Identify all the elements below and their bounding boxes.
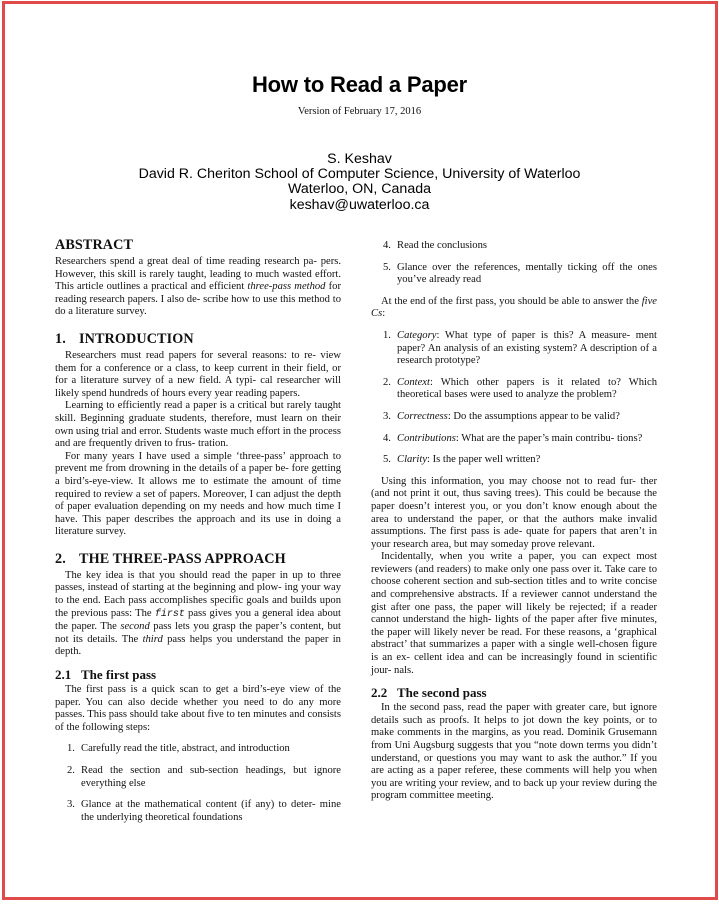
list-item: 4. Read the conclusions [383, 240, 488, 251]
list-item: 5. Glance over the references, mentally ticking off the ones you’ve already read [383, 261, 657, 286]
first-pass-steps [55, 743, 341, 824]
author-block [0, 152, 719, 213]
first-pass-heading: 2.1 The first pass [55, 667, 157, 683]
list-item: 3. Correctness: Do the assumptions appear to be valid? [383, 410, 620, 422]
first-pass-paragraph: Using this information, you may choose not to read fur- ther (and not print it out, thus saving trees). This could be because the paper doesn’t interest you, or you don’t know enough about the area to understand the paper, or that the authors make invalid assumptions. The first pass is ade- quate for papers that aren’t in your research area, but may someday prove relevant. [371, 475, 657, 550]
abstract-heading: ABSTRACT [55, 237, 134, 253]
first-pass-steps-continued [371, 240, 657, 287]
intro-paragraph: For many years I have used a simple ‘three-pass’ approach to prevent me from drowning in the details of a paper be- fore getting a bird’s-eye-view. It allows me to estimate the amount of time required to review a set of papers. Moreover, I can adjust the depth of paper evaluation depending on my needs and how much time I have. This paper describes the approach and its use in doing a literature survey. [55, 450, 341, 538]
first-pass-paragraph: Incidentally, when you write a paper, you can expect most reviewers (and readers) to make only one pass over it. Take care to choose coherent section and sub-section titles and to write concise and comprehensive abstracts. If a reviewer cannot understand the gist after one pass, the paper will likely be rejected; if a reader cannot understand the high- lights of the paper after five minutes, the paper will likely never be read. For these reasons, a ‘graphical abstract’ that summarizes a paper with a single well-chosen figure is an ex- cellent idea and can be increasingly found in scientific jour- nals. [371, 551, 657, 676]
five-cs-intro: At the end of the first pass, you should be able to answer the five Cs: [371, 295, 657, 320]
version-date: Version of February 17, 2016 [297, 106, 422, 117]
list-item: 3. Glance at the mathematical content (if any) to deter- mine the underlying theoretical foundations [67, 799, 341, 823]
list-item: 2. Read the section and sub-section headings, but ignore everything else [67, 765, 341, 789]
right-column [371, 240, 657, 803]
list-item: 4. Contributions: What are the paper’s main contribu- tions? [383, 432, 643, 444]
list-item: 1. Category: What type of paper is this? A measure- ment paper? An analysis of an existing system? A description of a research prototype? [383, 329, 657, 367]
author-name: S. Keshav [327, 151, 392, 167]
introduction-heading: 1. INTRODUCTION [55, 330, 194, 347]
list-item: 1. Carefully read the title, abstract, and introduction [67, 743, 290, 755]
author-email[interactable]: keshav@uwaterloo.ca [289, 196, 430, 213]
list-item: 2. Context: Which other papers is it related to? Which theoretical bases were used to analyze the problem? [383, 376, 657, 401]
second-pass-heading: 2.2 The second pass [371, 685, 487, 701]
first-pass-intro: The first pass is a quick scan to get a bird’s-eye view of the paper. You can also decide whether you need to do any more passes. This pass should take about five to ten minutes and consists of the following steps: [55, 684, 341, 733]
author-affiliation: David R. Cheriton School of Computer Science, University of Waterloo [138, 166, 581, 183]
second-pass-paragraph: In the second pass, read the paper with greater care, but ignore details such as proofs. It helps to jot down the key points, or to make comments in the margins, as you read. Dominik Grusemann from Uni Augsburg suggests that you “note down terms you didn’t understand, or questions you may want to ask the author.” If you are acting as a paper referee, these comments will help you when you are writing your review, and to back up your review during the program committee meeting. [371, 702, 657, 802]
abstract-text: Researchers spend a great deal of time reading research pa- pers. However, this skill is rarely taught, leading to much wasted effort. This article outlines a practical and efficient three-pass method for reading research papers. I also de- scribe how to use this method to do a literature survey. [55, 256, 341, 318]
intro-paragraph: Learning to efficiently read a paper is a critical but rarely taught skill. Beginning graduate students, therefore, must learn on their own using trial and error. Students waste much effort in the process and are frequently driven to frus- tration. [55, 400, 341, 450]
three-pass-paragraph: The key idea is that you should read the paper in up to three passes, instead of starting at the beginning and plow- ing your way to the end. Each pass accomplishes specific goals and builds upon the previous pass: The first pass gives you a general idea about the paper. The second pass lets you grasp the paper’s content, but not its details. The third pass helps you understand the paper in depth. [55, 569, 341, 658]
five-cs-list [371, 330, 657, 467]
author-location: Waterloo, ON, Canada [288, 181, 431, 198]
paper-title: How to Read a Paper [251, 72, 468, 97]
intro-paragraph: Researchers must read papers for several reasons: to re- view them for a conference or a class, to keep current in their field, or for a literature survey of a new field. A typi- cal researcher will likely spend hundreds of hours every year reading papers. [55, 349, 341, 399]
left-column [55, 237, 341, 833]
three-pass-heading: 2. THE THREE-PASS APPROACH [55, 550, 286, 567]
list-item: 5. Clarity: Is the paper well written? [383, 454, 541, 466]
